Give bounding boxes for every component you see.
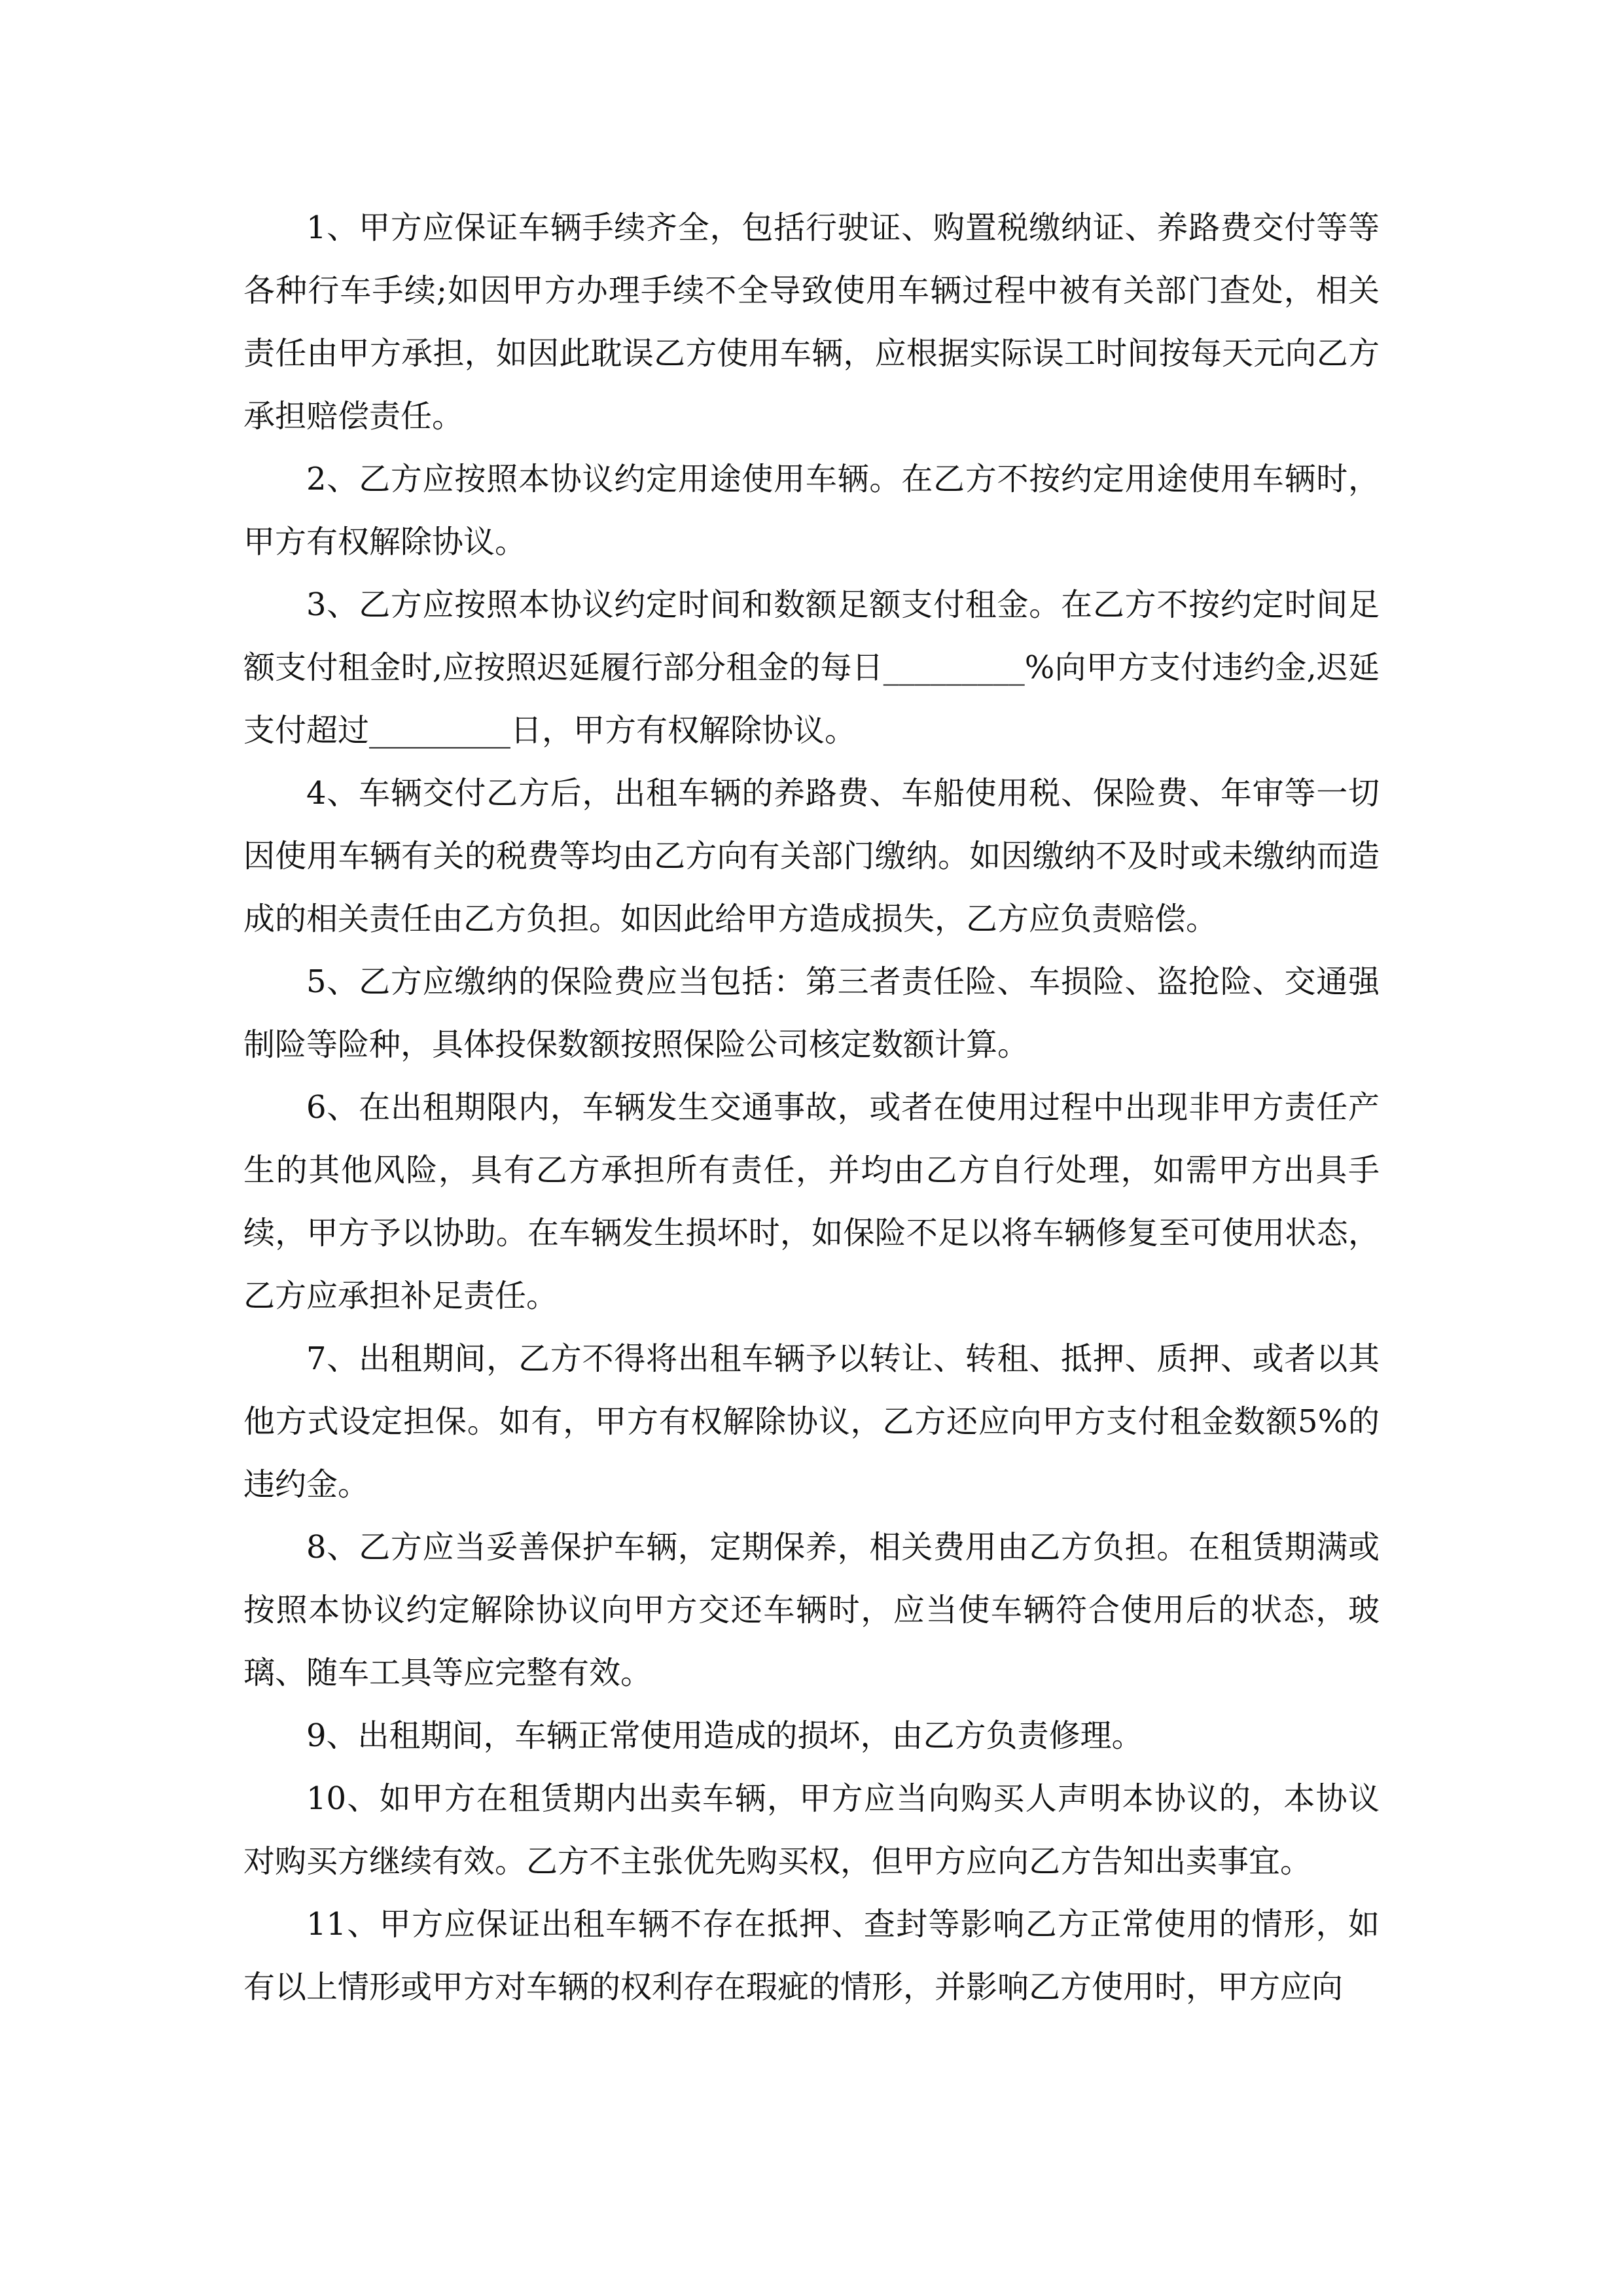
clause-9: 9、出租期间，车辆正常使用造成的损坏，由乙方负责修理。: [306, 1717, 1143, 1754]
clause-8: 8、乙方应当妥善保护车辆，定期保养，相关费用由乙方负担。在租赁期满或按照本协议约定解除协议向甲方交还车辆时，应当使车辆符合使用后的状态，玻璃、随车工具等应完整有效。: [243, 1529, 1380, 1691]
clause-3: 3、乙方应按照本协议约定时间和数额足额支付租金。在乙方不按约定时间足额支付租金时,应按照迟延履行部分租金的每日_________%向甲方支付违约金,迟延支付超过_________日，甲方有权解除协议。: [243, 586, 1380, 749]
clause-2: 2、乙方应按照本协议约定用途使用车辆。在乙方不按约定用途使用车辆时，甲方有权解除协议。: [243, 461, 1380, 560]
clause-5: 5、乙方应缴纳的保险费应当包括：第三者责任险、车损险、盗抢险、交通强制险等险种，具体投保数额按照保险公司核定数额计算。: [243, 963, 1380, 1063]
clause-10: 10、如甲方在租赁期内出卖车辆，甲方应当向购买人声明本协议的，本协议对购买方继续有效。乙方不主张优先购买权，但甲方应向乙方告知出卖事宜。: [243, 1780, 1380, 1880]
clause-1: 1、甲方应保证车辆手续齐全，包括行驶证、购置税缴纳证、养路费交付等等各种行车手续;如因甲方办理手续不全导致使用车辆过程中被有关部门查处，相关责任由甲方承担，如因此耽误乙方使用车辆，应根据实际误工时间按每天元向乙方承担赔偿责任。: [243, 209, 1380, 435]
contract-body: [243, 196, 1380, 2018]
clause-11: 11、甲方应保证出租车辆不存在抵押、查封等影响乙方正常使用的情形，如有以上情形或甲方对车辆的权利存在瑕疵的情形，并影响乙方使用时，甲方应向: [243, 1906, 1380, 2005]
clause-6: 6、在出租期限内，车辆发生交通事故，或者在使用过程中出现非甲方责任产生的其他风险，具有乙方承担所有责任，并均由乙方自行处理，如需甲方出具手续，甲方予以协助。在车辆发生损坏时，如保险不足以将车辆修复至可使用状态，乙方应承担补足责任。: [243, 1089, 1380, 1314]
clause-7: 7、出租期间，乙方不得将出租车辆予以转让、转租、抵押、质押、或者以其他方式设定担保。如有，甲方有权解除协议，乙方还应向甲方支付租金数额5%的违约金。: [243, 1340, 1380, 1503]
clause-4: 4、车辆交付乙方后，出租车辆的养路费、车船使用税、保险费、年审等一切因使用车辆有关的税费等均由乙方向有关部门缴纳。如因缴纳不及时或未缴纳而造成的相关责任由乙方负担。如因此给甲方造成损失，乙方应负责赔偿。: [243, 775, 1380, 937]
